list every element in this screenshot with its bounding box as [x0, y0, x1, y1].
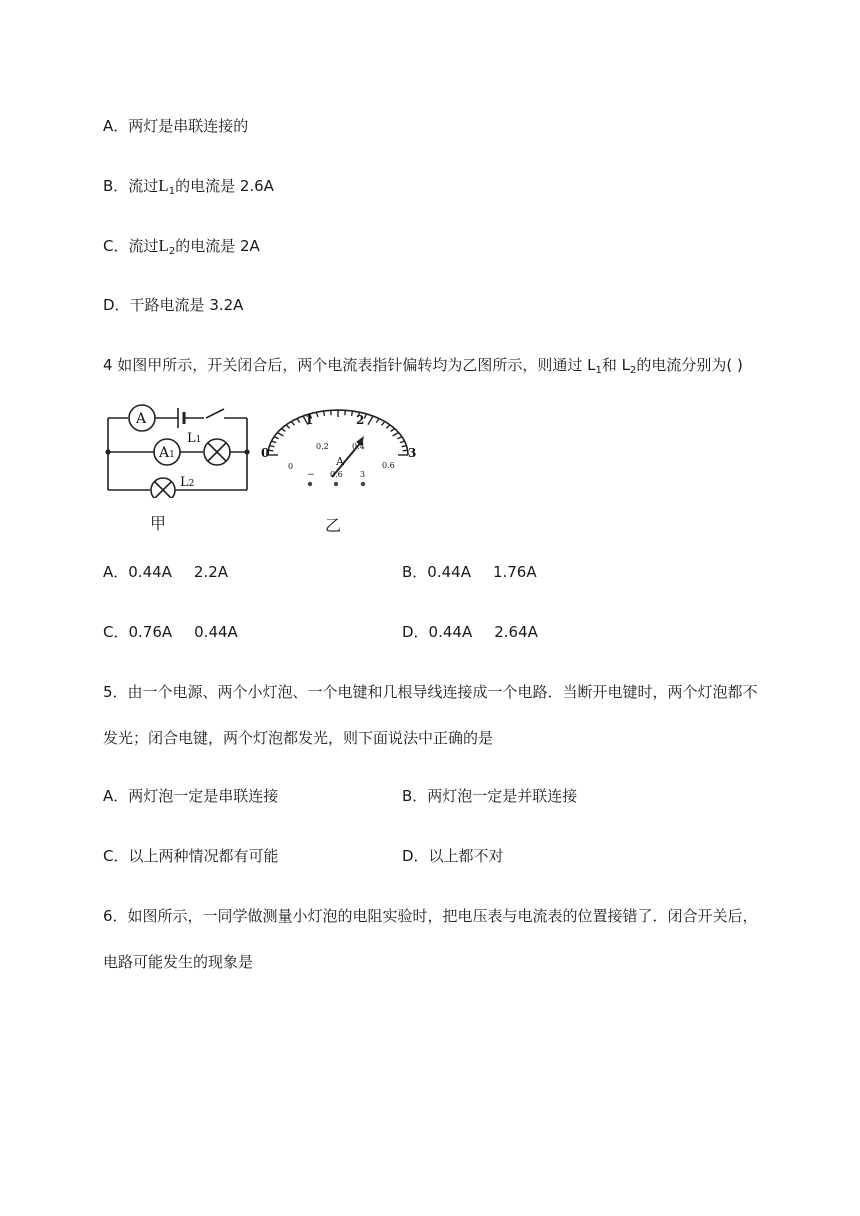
lamp2-label: L2	[180, 475, 195, 490]
q5-option-a: A．两灯泡一定是串联连接	[103, 787, 279, 805]
dial-tick	[386, 425, 390, 428]
q4-option-a: A．0.44A 2.2A	[103, 563, 229, 581]
q4-option-d: D．0.44A 2.64A	[402, 623, 538, 641]
q5-option-d: D．以上都不对	[402, 847, 504, 865]
outer-tick-3: 3	[408, 446, 417, 460]
lamp1-label: L1	[187, 431, 202, 446]
dial-tick	[391, 429, 395, 432]
dial-tick	[270, 446, 275, 447]
lamp-symbol: L	[158, 176, 169, 195]
q5-stem-line2: 发光；闭合电键，两个灯泡都发光，则下面说法中正确的是	[103, 729, 494, 747]
q4-stem: 4 如图甲所示，开关闭合后，两个电流表指针偏转均为乙图所示，则通过 $L_1$和 $L_2$的电流分别为( )	[103, 356, 743, 376]
outer-tick-2: 2	[356, 413, 365, 427]
dial-tick	[323, 411, 324, 416]
dial-tick	[345, 410, 346, 415]
dial-tick	[316, 412, 318, 417]
inner-tick-3: 0.6	[382, 461, 395, 470]
inner-tick-0: 0	[288, 462, 294, 471]
q5-stem-line1: 5．由一个电源、两个小灯泡、一个电键和几根导线连接成一个电路．当断开电键时，两个灯泡都不	[103, 683, 758, 701]
inner-tick-2: 0.4	[352, 442, 365, 451]
ammeter-dial	[258, 405, 418, 490]
dial-tick	[277, 433, 283, 437]
q3-option-b: B．流过$L_1$的电流是 2.6A	[103, 176, 274, 197]
figure-caption-jia: 甲	[150, 514, 167, 533]
dial-tick	[291, 422, 294, 426]
q5-option-c: C．以上两种情况都有可能	[103, 847, 279, 865]
dial-tick	[368, 416, 373, 425]
dial-tick	[400, 441, 405, 443]
q3-option-d: D．干路电流是 3.2A	[103, 296, 244, 314]
dial-tick	[402, 446, 407, 447]
circuit-diagram	[100, 398, 260, 498]
inner-tick-1: 0.2	[316, 442, 329, 451]
outer-tick-1: 1	[305, 413, 314, 427]
terminal-minus: −	[307, 470, 315, 480]
dial-tick	[397, 437, 402, 439]
dial-tick	[352, 411, 353, 416]
q6-stem-line1: 6．如图所示，一同学做测量小灯泡的电阻实验时，把电压表与电流表的位置接错了．闭合开关后，	[103, 907, 758, 925]
terminal-3: 3	[360, 470, 366, 479]
dial-tick	[331, 410, 332, 415]
lamp-symbol: L	[158, 236, 169, 255]
terminal-06: 0.6	[330, 470, 343, 479]
unit-label: A	[336, 455, 344, 468]
dial-tick	[286, 425, 290, 428]
dial-tick	[393, 433, 399, 437]
figure-caption-yi: 乙	[325, 516, 342, 535]
dial-tick	[403, 450, 408, 451]
dial-tick	[271, 441, 276, 443]
q4-option-c: C．0.76A 0.44A	[103, 623, 238, 641]
q6-stem-line2: 电路可能发生的现象是	[103, 953, 254, 971]
ammeter-a-label: A	[136, 411, 147, 427]
outer-tick-0: 0	[261, 446, 270, 460]
ammeter-a1-label: A1	[159, 445, 175, 461]
dial-tick	[376, 419, 379, 423]
q5-option-b: B．两灯泡一定是并联连接	[402, 787, 578, 805]
dial-tick	[274, 437, 279, 439]
dial-tick	[281, 429, 285, 432]
q4-option-b: B．0.44A 1.76A	[402, 563, 537, 581]
dial-tick	[364, 414, 366, 419]
dial-tick	[297, 419, 300, 423]
dial-tick	[381, 422, 384, 426]
q3-option-c: C．流过$L_2$的电流是 2A	[103, 236, 260, 257]
q3-option-a: A．两灯是串联连接的	[103, 117, 249, 135]
